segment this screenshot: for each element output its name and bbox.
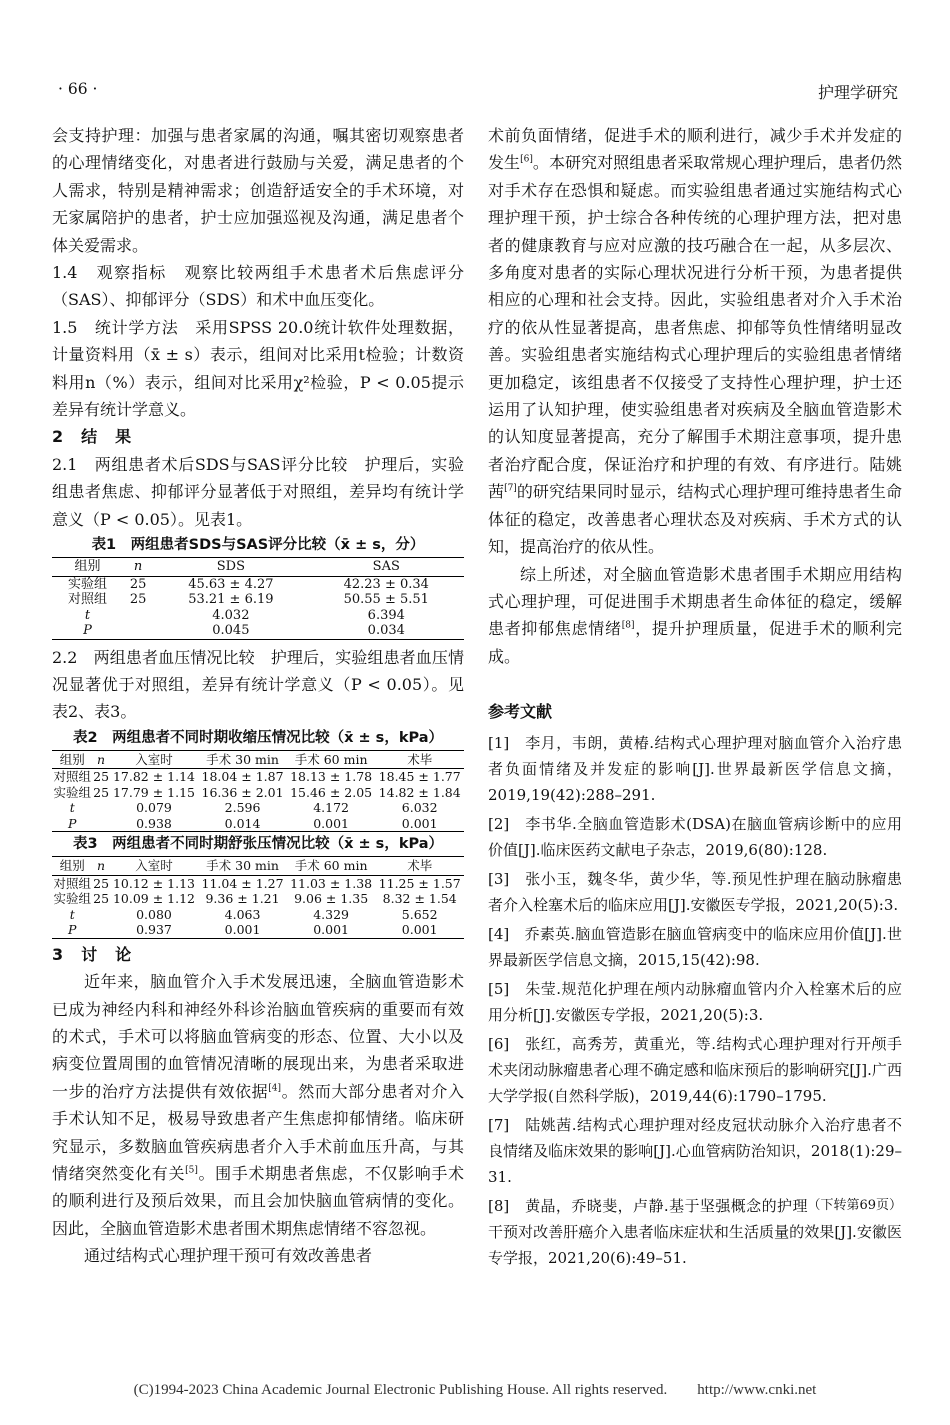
table-cell: 8.32 ± 1.54	[382, 891, 457, 907]
table-cell: t	[84, 607, 91, 623]
text-span: 的研究结果同时显示，结构式心理护理可维持患者生命体征的稳定，改善患者心理状态及对疾病、手术方式的认知，提高治疗的依从性。	[488, 482, 902, 557]
reference-item: [3] 张小玉，魏冬华，黄少华，等.预见性护理在脑动脉瘤患者介入栓塞术后的临床应用[J].安徽医专学报，2021,20(5):3.	[488, 869, 902, 914]
text-span: 术前负面情绪，促进手术的顺利进行，减少手术并发症的发生	[488, 126, 902, 173]
table-cell: 实验组	[68, 576, 108, 592]
discussion-paragraph-1	[52, 968, 464, 1242]
table-cell: 10.12 ± 1.13	[112, 875, 195, 891]
reference-item: [5] 朱莹.规范化护理在颅内动脉瘤血管内介入栓塞术后的应用分析[J].安徽医专学报，2021,20(5):3.	[488, 979, 902, 1024]
table3-header: 术毕	[375, 857, 464, 876]
table-cell: 0.001	[375, 816, 464, 832]
table-cell: t	[69, 800, 75, 816]
table-cell: 25	[93, 769, 110, 785]
table-row	[52, 592, 464, 608]
section-2-2: 2.2 两组患者血压情况比较 护理后，实验组患者血压情况显著优于对照组，差异有统计学意义（P < 0.05）。见表2、表3。	[52, 647, 464, 722]
table-cell	[93, 922, 110, 938]
table-row	[52, 816, 464, 832]
citation: [5]	[185, 1165, 198, 1176]
reference-item: [4] 乔素英.脑血管造影在脑血管病变中的临床应用价值[J].世界最新医学信息文摘，2015,15(42):98.	[488, 924, 902, 969]
table-cell: 17.79 ± 1.15	[112, 784, 195, 800]
table-cell: 4.032	[212, 607, 250, 623]
table-cell: 0.001	[287, 922, 376, 938]
table1-header: n	[123, 558, 153, 577]
table-cell: 42.23 ± 0.34	[343, 576, 429, 592]
table-cell: 4.063	[224, 906, 261, 922]
table-cell: 实验组	[53, 784, 91, 800]
table-row	[52, 608, 464, 624]
table-cell: 对照组	[68, 592, 108, 608]
table-cell	[123, 623, 153, 639]
table-cell: 0.045	[153, 623, 308, 639]
citation: [6]	[520, 155, 533, 166]
table-cell	[93, 816, 110, 832]
table-cell: 18.04 ± 1.87	[201, 769, 284, 785]
table2-header: 入室时	[110, 750, 199, 769]
table-row	[52, 623, 464, 639]
table-cell: 10.09 ± 1.12	[112, 891, 195, 907]
citation: [7]	[504, 483, 517, 494]
reference-text: [8] 黄晶，乔晓斐，卢静.基于坚强概念的护理干预对改善肝癌介入患者临床症状和生活质量的效果[J].安徽医专学报，2021,20(6):49–51.	[488, 1196, 902, 1267]
table-cell: 0.080	[136, 906, 172, 922]
table2-header: n	[93, 750, 110, 769]
table-cell: P	[52, 623, 123, 639]
table-cell: 0.079	[136, 800, 172, 816]
table1	[52, 557, 464, 640]
table3-header: n	[93, 857, 110, 876]
table-row	[52, 922, 464, 938]
table-cell: 25	[93, 784, 110, 800]
discussion-paragraph-continued	[488, 122, 902, 561]
table-cell: 16.36 ± 2.01	[201, 784, 284, 800]
left-column	[52, 122, 464, 1270]
paragraph-social-support: 会支持护理：加强与患者家属的沟通，嘱其密切观察患者的心理情绪变化，对患者进行鼓励与关爱，满足患者的个人需求，特别是精神需求；创造舒适安全的手术环境，对无家属陪护的患者，护士应加强巡视及沟通，满足患者个体关爱需求。	[52, 126, 464, 255]
section-heading-results: 2 结 果	[52, 427, 133, 447]
table3-caption: 表3 两组患者不同时期舒张压情况比较（x̄ ± s，kPa）	[73, 836, 443, 853]
table-cell: 11.04 ± 1.27	[201, 875, 284, 891]
table-cell: 2.596	[224, 800, 261, 816]
right-column	[488, 122, 902, 1274]
references-heading: 参考文献	[488, 702, 553, 722]
table-cell	[93, 907, 110, 923]
text-span: 近年来，脑血管介入手术发展迅速，全脑血管造影术已成为神经内科和神经外科诊治脑血管疾病的重要而有效的术式，手术可以将脑血管病变的形态、位置、大小以及病变位置周围的血管情况清晰的展现出来，为患者采取进一步的治疗方法提供有效依据	[52, 972, 464, 1101]
table-cell: 14.82 ± 1.84	[378, 784, 461, 800]
table-cell: 0.001	[287, 816, 376, 832]
table2-header: 术毕	[375, 750, 464, 769]
table-cell: 5.652	[401, 906, 438, 922]
table-cell: 53.21 ± 6.19	[188, 592, 274, 608]
table-cell: 对照组	[53, 875, 91, 891]
table3-header: 组别	[52, 857, 93, 876]
table-cell	[93, 800, 110, 816]
table-cell: 0.937	[110, 922, 199, 938]
discussion-paragraph-2: 通过结构式心理护理干预可有效改善患者	[84, 1246, 373, 1266]
table3-header: 手术 30 min	[198, 857, 287, 876]
table-row	[52, 891, 464, 907]
table-cell: 0.034	[309, 623, 464, 639]
continued-note: （下转第69页）	[807, 1197, 902, 1213]
table-cell: 4.172	[313, 800, 350, 816]
table-cell: 18.13 ± 1.78	[290, 769, 373, 785]
table-cell: 9.36 ± 1.21	[205, 891, 280, 907]
page-number: · 66 ·	[58, 80, 98, 98]
citation: [8]	[621, 620, 635, 631]
table2-header: 组别	[52, 750, 93, 769]
table-cell: 6.394	[367, 607, 405, 623]
table-row	[52, 800, 464, 816]
table-cell: 4.329	[313, 906, 350, 922]
table-cell: 0.938	[110, 816, 199, 832]
table-row	[52, 785, 464, 801]
table-cell: 6.032	[401, 800, 438, 816]
table-cell: 25	[129, 592, 147, 608]
section-1-4: 1.4 观察指标 观察比较两组手术患者术后焦虑评分（SAS）、抑郁评分（SDS）和术中血压变化。	[52, 263, 464, 310]
section-heading-discussion: 3 讨 论	[52, 944, 133, 964]
citation: [4]	[268, 1083, 281, 1094]
table-cell: 0.001	[375, 922, 464, 938]
journal-name: 护理学研究	[817, 83, 898, 102]
text-span: 。围手术期患者焦虑，不仅影响手术的顺利进行及预后效果，而且会加快脑血管病情的变化。因此，全脑血管造影术患者围术期焦虑情绪不容忽视。	[52, 1164, 464, 1238]
text-span: ，提升护理质量，促进手术的顺利完成。	[488, 619, 902, 666]
table-cell: 25	[129, 576, 147, 592]
copyright-footer: (C)1994-2023 China Academic Journal Electronic Publishing House. All rights reserved. http://www.cnki.net	[133, 1382, 817, 1398]
reference-item: [1] 李月，韦朗，黄椿.结构式心理护理对脑血管介入治疗患者负面情绪及并发症的影响[J].世界最新医学信息文摘，2019,19(42):288–291.	[488, 733, 902, 804]
table-row	[52, 875, 464, 891]
table-cell: 25	[93, 891, 110, 907]
text-span: 综上所述，对全脑血管造影术患者围手术期应用结构式心理护理，可促进围手术期患者生命体征的稳定，缓解患者抑郁焦虑情绪	[488, 564, 902, 639]
table-cell: t	[69, 906, 75, 922]
table2-header: 手术 30 min	[198, 750, 287, 769]
table-cell: P	[52, 922, 93, 938]
table-cell: 0.014	[198, 816, 287, 832]
table-cell: 0.001	[198, 922, 287, 938]
table-cell: 25	[93, 875, 110, 891]
table-cell: 45.63 ± 4.27	[188, 576, 274, 592]
reference-item: [2] 李书华.全脑血管造影术(DSA)在脑血管病诊断中的应用价值[J].临床医药文献电子杂志，2019,6(80):128.	[488, 814, 902, 859]
text-span: 。本研究对照组患者采取常规心理护理后，患者仍然对手术存在恐惧和疑虑。而实验组患者通过实施结构式心理护理干预，护士综合各种传统的心理护理方法，把对患者的健康教育与应对应激的技巧融合在一起，从多层次、多角度对患者的实际心理状况进行分析干预，为患者提供相应的心理和社会支持。因此，实验组患者对介入手术治疗的依从性显著提高，患者焦虑、抑郁等负性情绪明显改善。实验组患者实施结构式心理护理后的实验组患者情绪更加稳定，该组患者不仅接受了支持性心理护理，护士还运用了认知护理，使实验组患者对疾病及全脑血管造影术的认知度显著提高，充分了解围手术期注意事项，提升患者治疗配合度，保证治疗和护理的有效、有序进行。陆姚茜	[488, 153, 902, 502]
section-2-1: 2.1 两组患者术后SDS与SAS评分比较 护理后，实验组患者焦虑、抑郁评分显著低于对照组，差异均有统计学意义（P < 0.05）。见表1。	[52, 454, 464, 529]
table-cell: 对照组	[53, 769, 91, 785]
table2	[52, 750, 464, 833]
table-cell: 17.82 ± 1.14	[112, 769, 195, 785]
section-1-5: 1.5 统计学方法 采用SPSS 20.0统计软件处理数据，计量资料用（x̄ ± s）表示，组间对比采用t检验；计数资料用n（%）表示，组间对比采用χ²检验，P < 0.05提示差异有统计学意义。	[52, 317, 464, 420]
table1-header: SDS	[153, 558, 308, 577]
table-cell: 9.06 ± 1.35	[294, 891, 369, 907]
reference-item: [6] 张红，高秀芳，黄重光，等.结构式心理护理对行开颅手术夹闭动脉瘤患者心理不确定感和临床预后的影响研究[J].广西大学学报(自然科学版)，2019,44(6):1790–1795.	[488, 1034, 902, 1105]
table-row	[52, 769, 464, 785]
table-row	[52, 907, 464, 923]
text-span: 。然而大部分患者对介入手术认知不足，极易导致患者产生焦虑抑郁情绪。临床研究显示，多数脑血管疾病患者介入手术前血压升高，与其情绪突然变化有关	[52, 1081, 464, 1184]
table2-header: 手术 60 min	[287, 750, 376, 769]
table3-header: 入室时	[110, 857, 199, 876]
table-cell: P	[52, 816, 93, 832]
table-cell: 实验组	[53, 891, 91, 907]
conclusion-paragraph	[488, 561, 902, 671]
table2-caption: 表2 两组患者不同时期收缩压情况比较（x̄ ± s，kPa）	[73, 729, 443, 746]
table-cell: 50.55 ± 5.51	[343, 592, 429, 608]
table1-caption: 表1 两组患者SDS与SAS评分比较（x̄ ± s，分）	[91, 537, 425, 554]
reference-item	[488, 1193, 902, 1271]
table-cell	[123, 608, 153, 624]
reference-item: [7] 陆姚茜.结构式心理护理对经皮冠状动脉介入治疗患者不良情绪及临床效果的影响[J].心血管病防治知识，2018(1):29–31.	[488, 1115, 902, 1186]
table-cell: 18.45 ± 1.77	[378, 769, 461, 785]
table3-header: 手术 60 min	[287, 857, 376, 876]
table1-header: 组别	[52, 558, 123, 577]
table-cell: 11.03 ± 1.38	[290, 875, 373, 891]
table1-header: SAS	[309, 558, 464, 577]
table-cell: 15.46 ± 2.05	[290, 784, 373, 800]
table-cell: 11.25 ± 1.57	[378, 875, 461, 891]
table-row	[52, 576, 464, 592]
table3	[52, 856, 464, 939]
